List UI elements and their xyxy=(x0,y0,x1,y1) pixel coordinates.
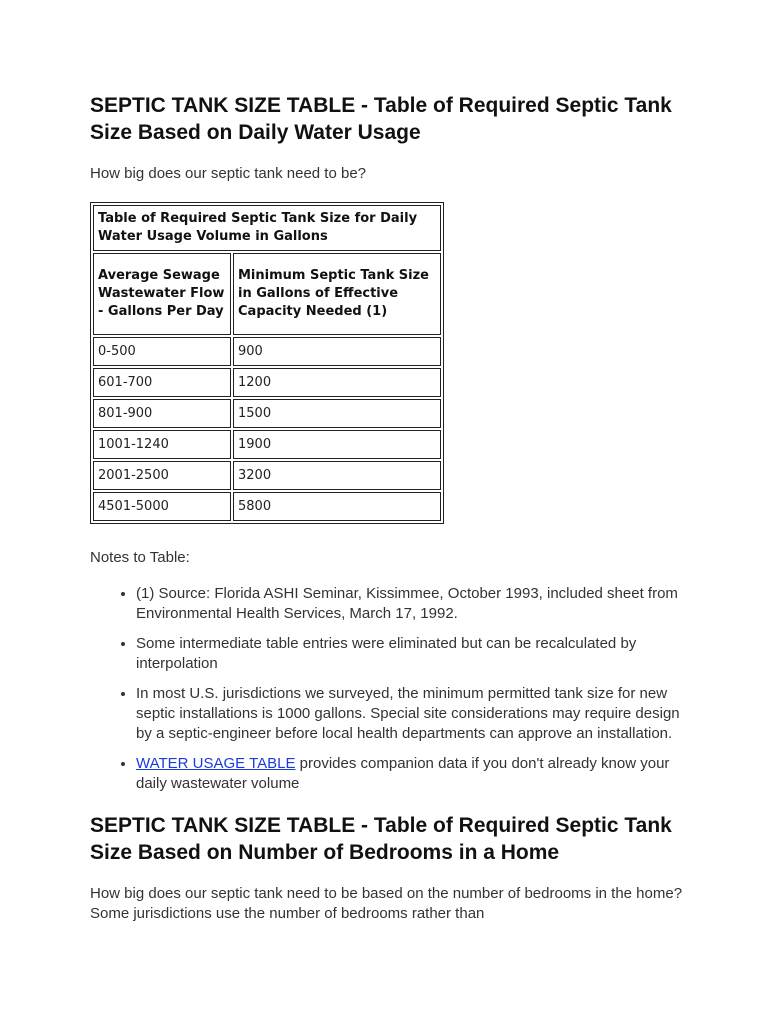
table-row xyxy=(93,368,441,397)
table-header-row xyxy=(93,253,441,335)
section-heading-rest: Table of Required Septic Tank Size Based on Number of Bedrooms in a Home xyxy=(90,814,672,864)
water-usage-table-link[interactable]: WATER USAGE TABLE xyxy=(136,755,296,772)
table-row xyxy=(93,492,441,521)
list-item: • In most U.S. jurisdictions we surveyed, the minimum permitted tank size for new septic installations is 1000 gallons. Special site considerations may require design by a septic-engineer before local health departments can approve an installation. xyxy=(136,684,690,744)
page-title-rest: Table of Required Septic Tank Size Based on Daily Water Usage xyxy=(90,94,672,144)
size-cell: 900 xyxy=(233,337,441,366)
notes-list xyxy=(90,584,690,794)
link-description: provides companion data if you don't already know your daily wastewater volume xyxy=(136,755,670,792)
flow-cell: 0-500 xyxy=(93,337,231,366)
table-row xyxy=(93,430,441,459)
list-item: • (1) Source: Florida ASHI Seminar, Kissimmee, October 1993, included sheet from Environmental Health Services, March 17, 1992. xyxy=(136,584,690,624)
table-row xyxy=(93,399,441,428)
list-item xyxy=(136,754,690,794)
size-cell: 1900 xyxy=(233,430,441,459)
table-caption: Table of Required Septic Tank Size for Daily Water Usage Volume in Gallons xyxy=(93,205,441,251)
page-title-prefix: SEPTIC TANK SIZE TABLE - xyxy=(90,94,374,117)
page-title xyxy=(90,92,690,146)
notes-title: Notes to Table: xyxy=(90,549,190,566)
flow-cell: 1001-1240 xyxy=(93,430,231,459)
table-row xyxy=(93,337,441,366)
flow-cell: 4501-5000 xyxy=(93,492,231,521)
section-heading-bedrooms xyxy=(90,812,690,866)
size-cell: 5800 xyxy=(233,492,441,521)
size-cell: 1500 xyxy=(233,399,441,428)
column-header-flow: Average Sewage Wastewater Flow - Gallons Per Day xyxy=(93,253,231,335)
flow-cell: 601-700 xyxy=(93,368,231,397)
article xyxy=(90,92,690,924)
flow-cell: 801-900 xyxy=(93,399,231,428)
list-item: • Some intermediate table entries were eliminated but can be recalculated by interpolation xyxy=(136,634,690,674)
size-cell: 1200 xyxy=(233,368,441,397)
size-cell: 3200 xyxy=(233,461,441,490)
table-row xyxy=(93,461,441,490)
section-heading-prefix: SEPTIC TANK SIZE TABLE - xyxy=(90,814,374,837)
septic-size-table xyxy=(90,202,444,524)
intro-question: How big does our septic tank need to be? xyxy=(90,165,367,182)
flow-cell: 2001-2500 xyxy=(93,461,231,490)
bedrooms-intro: How big does our septic tank need to be based on the number of bedrooms in the home? Some jurisdictions use the number of bedrooms rather than xyxy=(90,885,683,922)
column-header-tank-size: Minimum Septic Tank Size in Gallons of Effective Capacity Needed (1) xyxy=(233,253,441,335)
table-caption-row xyxy=(93,205,441,251)
